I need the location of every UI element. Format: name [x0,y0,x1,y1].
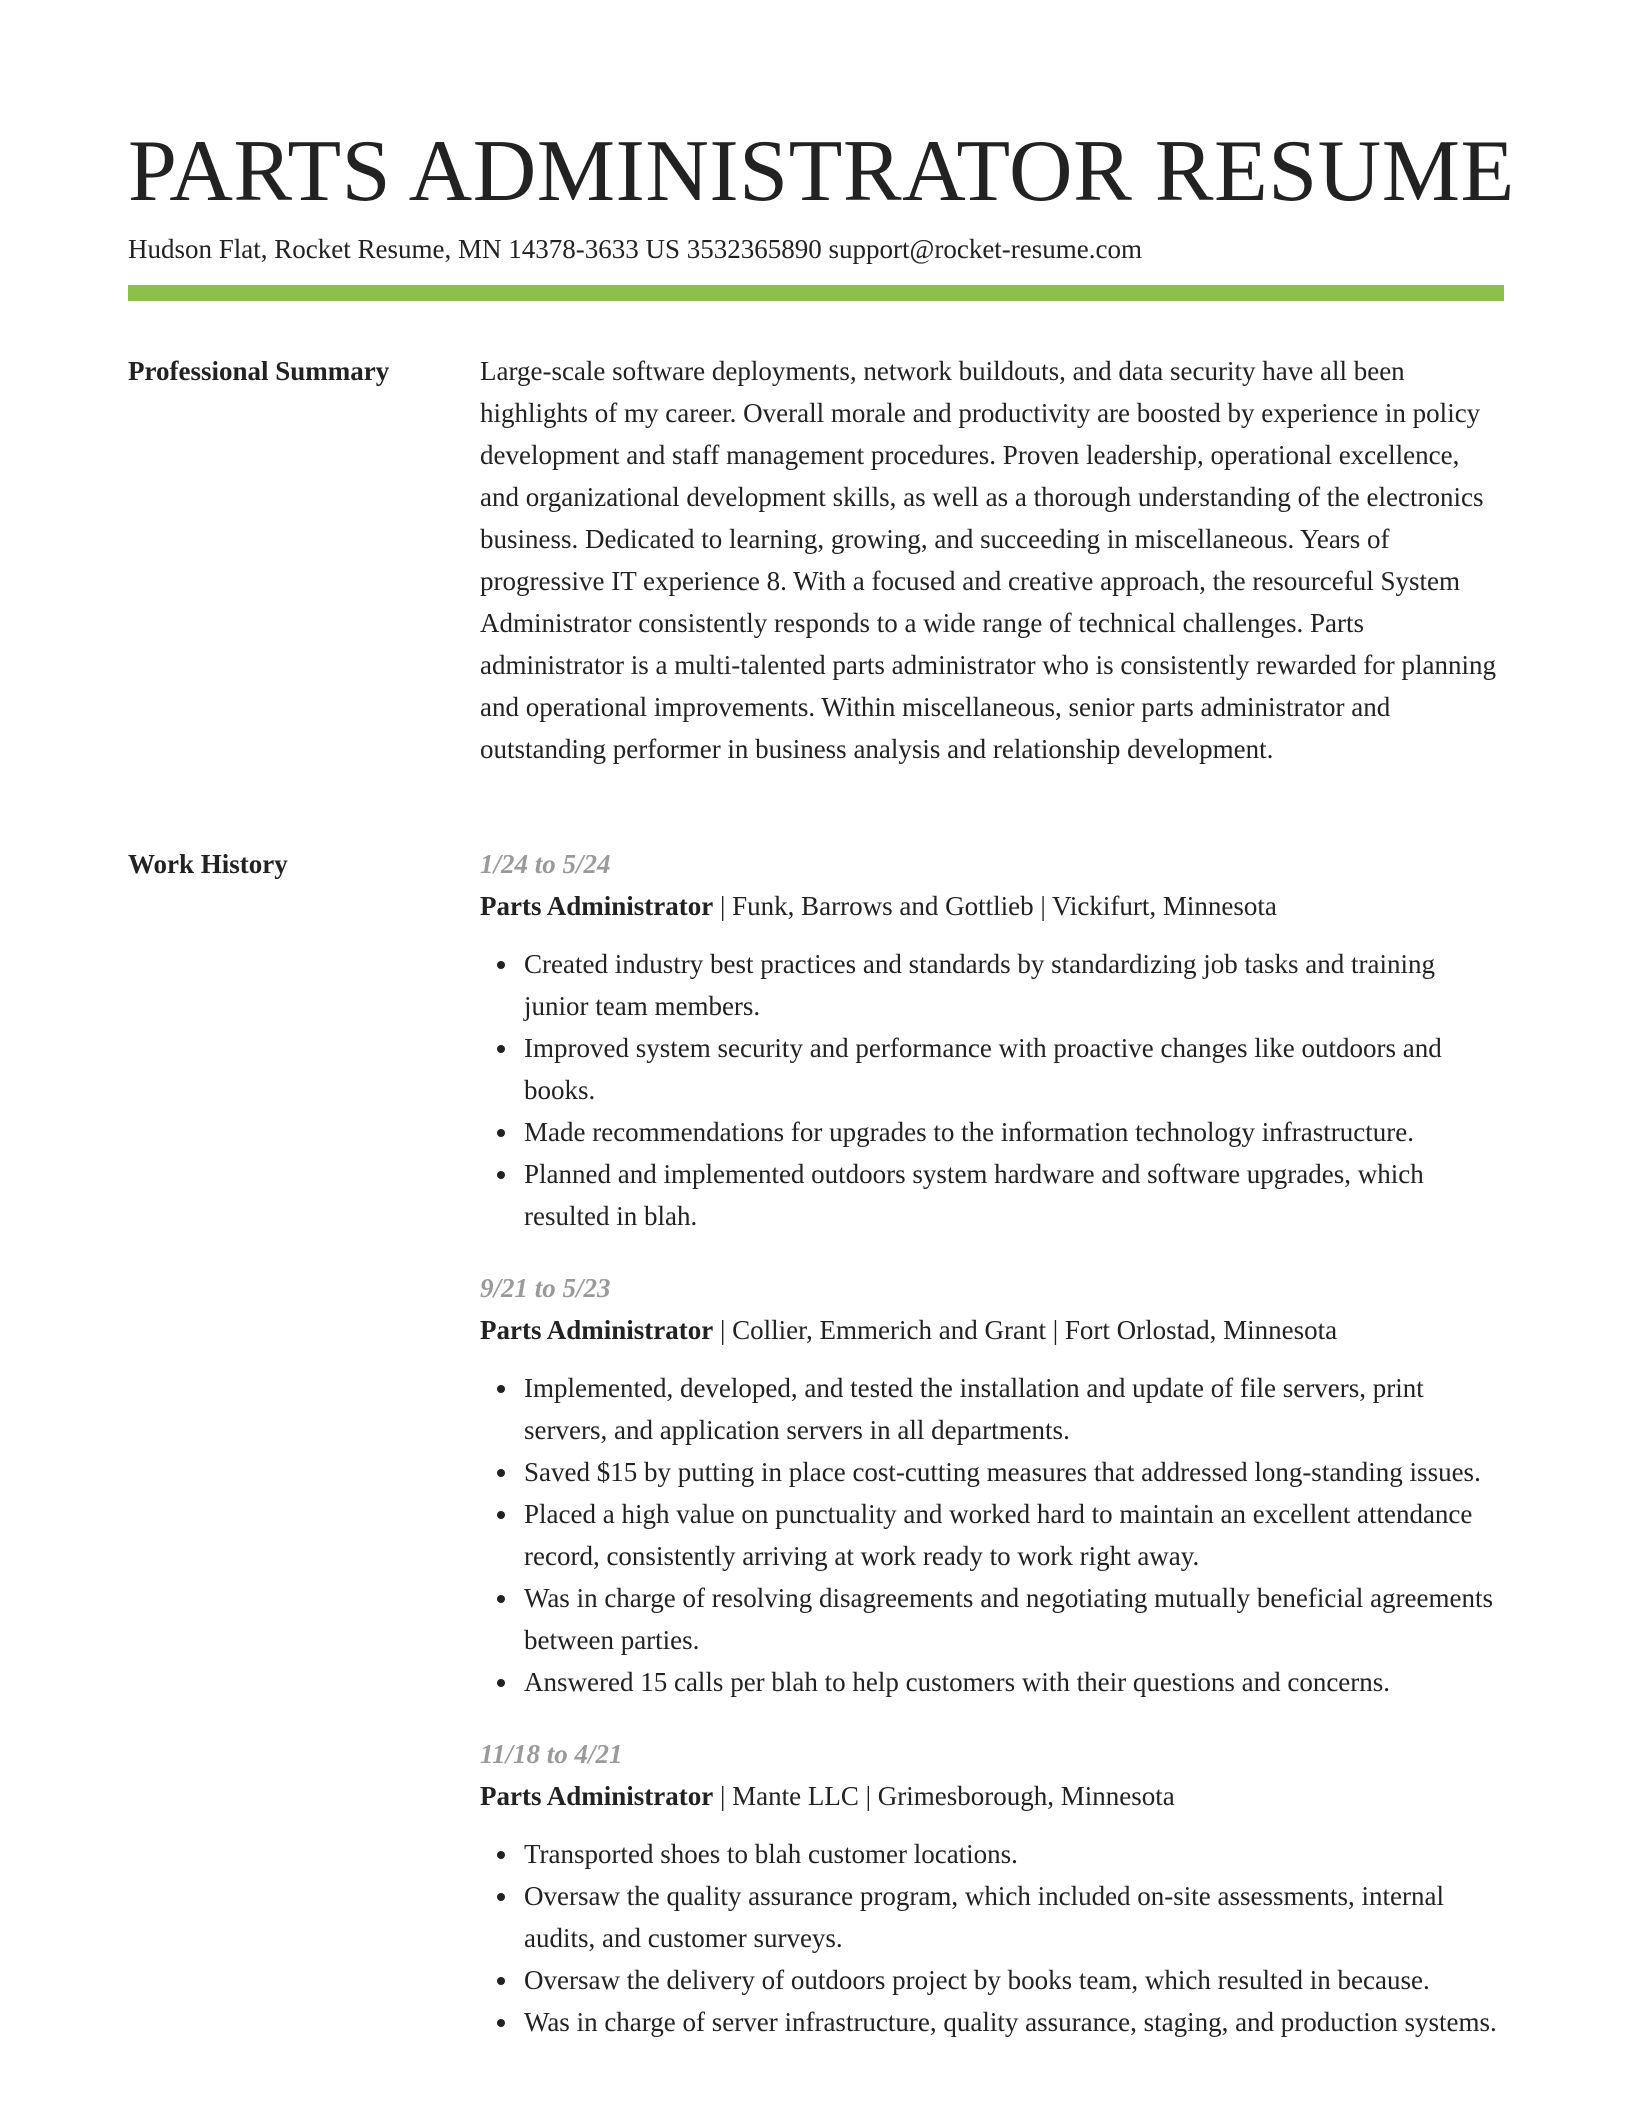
job-bullet: Answered 15 calls per blah to help customers with their questions and concerns. [524,1661,1504,1703]
section-heading-work-history: Work History [128,849,288,879]
summary-text: Large-scale software deployments, network buildouts, and data security have all been highlights of my career. Overall morale and productivity are boosted by experience in policy development and staff management procedures. Proven leadership, operational excellence, and organizational development skills, as well as a thorough understanding of the electronics business. Dedicated to learning, growing, and succeeding in miscellaneous. Years of progressive IT experience 8. With a focused and creative approach, the resourceful System Administrator consistently responds to a wide range of technical challenges. Parts administrator is a multi-talented parts administrator who is consistently rewarded for planning and operational improvements. Within miscellaneous, senior parts administrator and outstanding performer in business analysis and relationship development. [480,356,1497,764]
job-bullets [480,1367,1504,1703]
accent-divider [128,285,1504,301]
job-title-line [480,885,1504,927]
job-bullet: Oversaw the quality assurance program, which included on-site assessments, internal audits, and customer surveys. [524,1875,1504,1959]
job-title: Parts Administrator [480,1781,714,1811]
job-title-line [480,1775,1504,1817]
job-title-line [480,1309,1504,1351]
job-dates: 1/24 to 5/24 [480,849,611,879]
job-bullet: Created industry best practices and standards by standardizing job tasks and training junior team members. [524,943,1504,1027]
job-title: Parts Administrator [480,891,714,921]
job-entry [480,843,1504,1237]
job-bullet: Was in charge of server infrastructure, quality assurance, staging, and production systems. [524,2001,1504,2043]
job-entry [480,1267,1504,1703]
job-entry [480,1733,1504,2043]
job-bullet: Improved system security and performance with proactive changes like outdoors and books. [524,1027,1504,1111]
job-bullets [480,943,1504,1237]
job-bullet: Implemented, developed, and tested the installation and update of file servers, print servers, and application servers in all departments. [524,1367,1504,1451]
job-bullet: Oversaw the delivery of outdoors project by books team, which resulted in because. [524,1959,1504,2001]
section-heading-summary: Professional Summary [128,356,390,386]
job-dates: 9/21 to 5/23 [480,1273,611,1303]
job-title: Parts Administrator [480,1315,714,1345]
job-company-location: | Mante LLC | Grimesborough, Minnesota [713,1781,1175,1811]
work-history-body [480,843,1504,2073]
job-company-location: | Collier, Emmerich and Grant | Fort Orlostad, Minnesota [713,1315,1338,1345]
contact-line: Hudson Flat, Rocket Resume, MN 14378-3633 US 3532365890 support@rocket-resume.com [128,234,1143,264]
summary-body [480,350,1504,770]
job-bullet: Saved $15 by putting in place cost-cutting measures that addressed long-standing issues. [524,1451,1504,1493]
resume-title: PARTS ADMINISTRATOR RESUME [128,123,1515,220]
job-bullet: Made recommendations for upgrades to the information technology infrastructure. [524,1111,1504,1153]
job-company-location: | Funk, Barrows and Gottlieb | Vickifurt, Minnesota [713,891,1277,921]
job-bullet: Placed a high value on punctuality and worked hard to maintain an excellent attendance record, consistently arriving at work ready to work right away. [524,1493,1504,1577]
job-bullet: Was in charge of resolving disagreements and negotiating mutually beneficial agreements between parties. [524,1577,1504,1661]
job-bullet: Planned and implemented outdoors system hardware and software upgrades, which resulted in blah. [524,1153,1504,1237]
job-bullet: Transported shoes to blah customer locations. [524,1833,1504,1875]
job-dates: 11/18 to 4/21 [480,1739,623,1769]
job-bullets [480,1833,1504,2043]
